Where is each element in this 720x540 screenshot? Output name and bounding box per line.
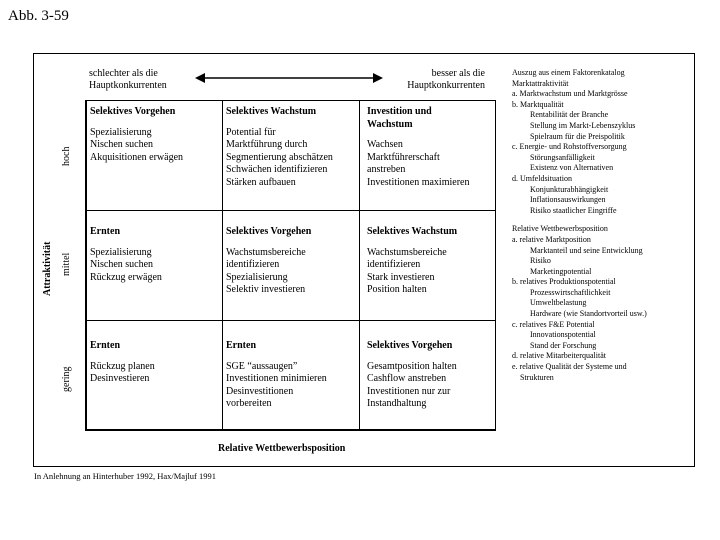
catalog-subtitle: Marktattraktivität xyxy=(512,78,569,88)
matrix-cell xyxy=(90,106,220,164)
factor-catalog xyxy=(512,68,692,383)
cell-line: Selektiv investieren xyxy=(226,284,306,295)
catalog-subitem: Marktanteil und seine Entwicklung xyxy=(530,245,643,255)
cell-line: Stark investieren xyxy=(367,271,435,283)
y-level-medium: mittel xyxy=(61,252,72,276)
catalog-subitem: Hardware (wie Standortvorteil usw.) xyxy=(530,309,647,319)
cell-line: Spezialisierung xyxy=(90,246,152,258)
catalog-item: a. Marktwachstum und Marktgrösse xyxy=(512,89,628,99)
header-left-line: Hauptkonkurrenten xyxy=(89,80,167,91)
matrix-cell xyxy=(226,340,358,411)
cell-line: Wachstumsbereiche xyxy=(226,246,306,258)
catalog-item: b. Marktqualität xyxy=(512,99,564,109)
strategy-matrix xyxy=(85,100,495,430)
cell-line: Marktführung durch xyxy=(226,139,308,150)
source-note: In Anlehnung an Hinterhuber 1992, Hax/Majluf 1991 xyxy=(34,471,217,481)
header-worse-than-competitors xyxy=(89,68,209,92)
x-axis-line xyxy=(85,429,496,431)
cell-title: Ernten xyxy=(90,340,120,351)
cell-line: identifizieren xyxy=(367,259,421,270)
grid-line xyxy=(495,100,496,430)
cell-line: Investitionen maximieren xyxy=(367,176,470,188)
cell-line: Stärken aufbauen xyxy=(226,176,296,188)
matrix-cell xyxy=(90,226,220,284)
cell-title: Ernten xyxy=(226,340,256,351)
catalog-subitem: Konjunkturabhängigkeit xyxy=(530,184,609,194)
catalog-subitem: Risiko xyxy=(530,256,551,266)
grid-line xyxy=(222,100,223,430)
header-left-line: schlechter als die xyxy=(89,68,158,79)
cell-line: Spezialisierung xyxy=(90,126,152,138)
cell-line: vorbereiten xyxy=(226,398,272,409)
header-better-than-competitors xyxy=(380,68,485,92)
cell-title: Ernten xyxy=(90,226,120,237)
cell-line: identifizieren xyxy=(226,259,280,270)
y-axis-line xyxy=(85,100,87,431)
catalog-item: d. Umfeldsituation xyxy=(512,173,572,183)
cell-title: Investition und Wachstum xyxy=(367,106,432,130)
cell-title: Selektives Wachstum xyxy=(226,106,317,117)
cell-line: Rückzug planen xyxy=(90,360,155,372)
cell-line: Segmentierung abschätzen xyxy=(226,151,333,163)
catalog-title: Auszug aus einem Faktorenkatalog xyxy=(512,68,625,77)
catalog-subitem: Innovationspotential xyxy=(530,330,596,340)
cell-title: Selektives Vorgehen xyxy=(90,106,176,117)
catalog-item: c. relatives F&E Potential xyxy=(512,319,595,329)
catalog-item: b. relatives Produktionspotential xyxy=(512,277,616,287)
cell-line: Investitionen nur zur xyxy=(367,385,451,397)
catalog-item: a. relative Marktposition xyxy=(512,234,591,244)
cell-line: Rückzug erwägen xyxy=(90,271,162,283)
matrix-cell xyxy=(90,340,220,386)
grid-line xyxy=(85,320,495,321)
header-right-line: Hauptkonkurrenten xyxy=(407,80,485,91)
matrix-cell xyxy=(226,226,358,297)
grid-line xyxy=(359,100,360,430)
cell-line: Wachsen xyxy=(367,139,403,150)
cell-line: Schwächen identifizieren xyxy=(226,164,328,175)
header-right-line: besser als die xyxy=(431,68,485,79)
cell-line: Investitionen minimieren xyxy=(226,373,327,384)
y-axis-label: Attraktivität xyxy=(42,241,53,296)
catalog-subitem: Rentabilität der Branche xyxy=(530,110,609,120)
catalog-item: c. Energie- und Rohstoffversorgung xyxy=(512,142,627,152)
cell-line: Position halten xyxy=(367,284,427,295)
catalog-subitem: Umweltbelastung xyxy=(530,298,587,308)
catalog-section-title: Relative Wettbewerbsposition xyxy=(512,224,608,234)
cell-line: anstreben xyxy=(367,164,406,175)
catalog-subitem: Strukturen xyxy=(520,372,554,382)
cell-line: Gesamtposition halten xyxy=(367,360,457,372)
catalog-subitem: Stand der Forschung xyxy=(530,340,597,350)
catalog-subitem: Störungsanfälligkeit xyxy=(530,152,595,162)
cell-title: Selektives Wachstum xyxy=(367,226,458,237)
cell-line: Desinvestieren xyxy=(90,373,150,384)
cell-line: Desinvestitionen xyxy=(226,385,294,397)
catalog-subitem: Prozesswirtschaftlichkeit xyxy=(530,287,611,297)
cell-line: Spezialisierung xyxy=(226,271,288,283)
cell-line: Nischen suchen xyxy=(90,259,154,270)
catalog-subitem: Risiko staatlicher Eingriffe xyxy=(530,205,617,215)
x-axis-label: Relative Wettbewerbsposition xyxy=(218,443,346,454)
y-level-low: gering xyxy=(61,366,72,392)
cell-line: Instandhaltung xyxy=(367,398,427,409)
grid-line xyxy=(85,210,495,211)
y-level-high: hoch xyxy=(61,146,72,166)
catalog-item: d. relative Mitarbeiterqualität xyxy=(512,351,606,361)
catalog-item: e. relative Qualität der Systeme und xyxy=(512,362,627,372)
matrix-cell xyxy=(367,106,493,189)
cell-line: Wachstumsbereiche xyxy=(367,246,447,258)
double-arrow-icon xyxy=(195,72,383,84)
catalog-subitem: Spielraum für die Preispolitik xyxy=(530,131,625,141)
cell-line: SGE “aussaugen” xyxy=(226,360,298,372)
matrix-cell xyxy=(226,106,358,189)
figure-title: Abb. 3-59 xyxy=(8,8,69,24)
matrix-cell xyxy=(367,340,493,411)
cell-title: Selektives Vorgehen xyxy=(226,226,312,237)
catalog-subitem: Inflationsauswirkungen xyxy=(530,195,606,205)
matrix-cell xyxy=(367,226,493,297)
cell-line: Akquisitionen erwägen xyxy=(90,151,184,163)
cell-title: Selektives Vorgehen xyxy=(367,340,453,351)
catalog-subitem: Marketingpotential xyxy=(530,266,592,276)
catalog-spacer xyxy=(512,216,692,224)
cell-line: Potential für xyxy=(226,126,276,138)
grid-line xyxy=(85,100,495,101)
cell-line: Cashflow anstreben xyxy=(367,373,447,384)
cell-line: Marktführerschaft xyxy=(367,151,440,163)
catalog-subitem: Existenz von Alternativen xyxy=(530,163,614,173)
catalog-subitem: Stellung im Markt-Lebenszyklus xyxy=(530,120,636,130)
cell-line: Nischen suchen xyxy=(90,139,154,150)
